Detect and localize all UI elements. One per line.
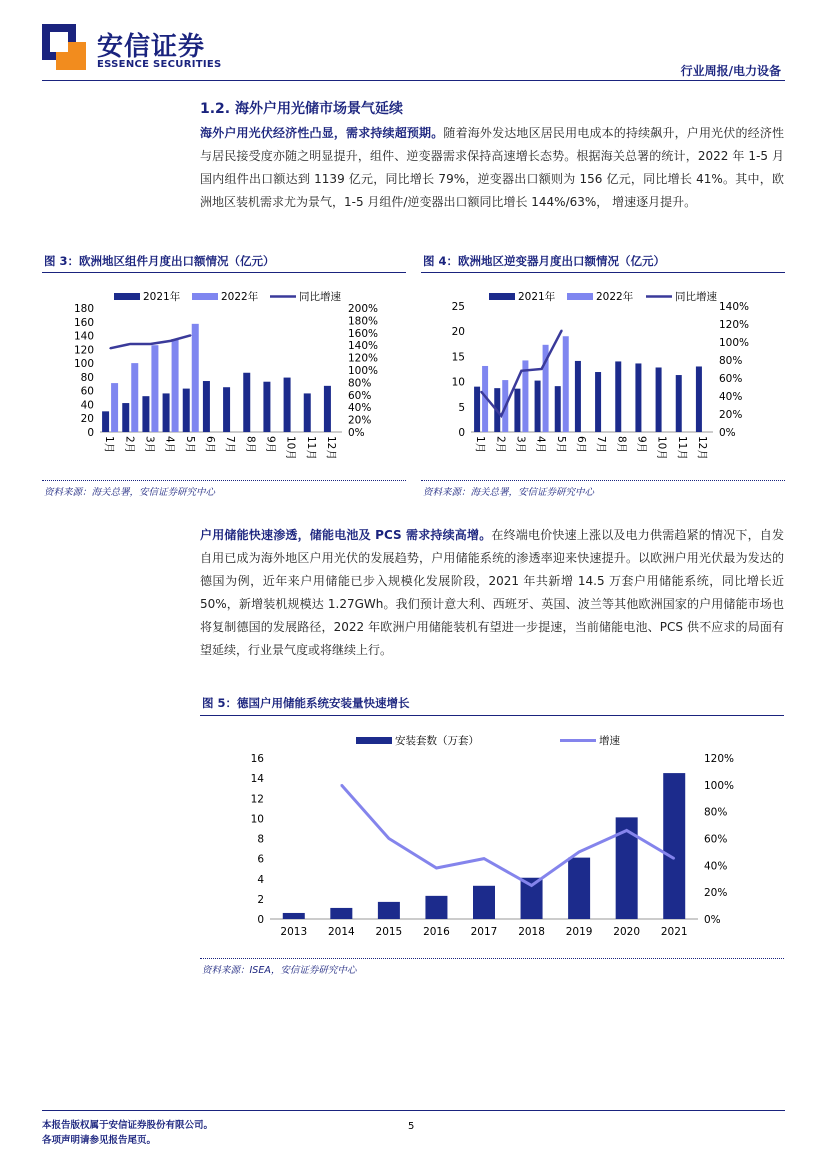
bar-series1 — [122, 403, 129, 432]
fig4-source: 资料来源：海关总署，安信证券研究中心 — [423, 487, 595, 498]
y-tick-label: 25 — [451, 301, 465, 313]
fig3-source: 资料来源：海关总署，安信证券研究中心 — [44, 487, 216, 498]
growth-point — [436, 867, 438, 869]
bar-series1 — [263, 382, 270, 432]
legend-label: 2022年 — [221, 291, 259, 303]
x-tick-label: 3月 — [143, 436, 156, 454]
bar-series1 — [324, 386, 331, 432]
growth-point — [150, 343, 152, 345]
x-tick-label: 4月 — [163, 436, 176, 454]
x-tick-label: 9月 — [635, 436, 648, 454]
growth-point — [521, 370, 523, 372]
bar-series1 — [696, 366, 702, 432]
x-tick-label: 3月 — [514, 436, 527, 454]
footer-copyright: 本报告版权属于安信证券股份有限公司。 — [42, 1120, 214, 1131]
bar-series1 — [514, 389, 520, 432]
bar-series1 — [203, 381, 210, 432]
y2-tick-label: 0% — [704, 914, 721, 926]
y-tick-label: 20 — [80, 413, 94, 426]
x-tick-label: 8月 — [244, 436, 257, 454]
y2-tick-label: 120% — [719, 319, 750, 331]
y2-tick-label: 20% — [348, 414, 372, 427]
y2-tick-label: 0% — [719, 427, 736, 439]
header-divider — [42, 80, 785, 81]
legend-label: 增速 — [599, 735, 620, 747]
bar-series1 — [223, 387, 230, 432]
y-tick-label: 80 — [80, 371, 94, 384]
y-tick-label: 16 — [250, 753, 264, 765]
legend-swatch — [489, 293, 515, 300]
growth-point — [483, 858, 485, 860]
fig4-chart — [421, 276, 785, 476]
x-tick-label: 2021 — [660, 926, 688, 938]
y-tick-label: 120 — [73, 344, 94, 357]
growth-point — [673, 858, 675, 860]
x-tick-label: 2018 — [518, 926, 545, 938]
x-tick-label: 11月 — [304, 436, 317, 460]
bar-series1 — [283, 913, 305, 919]
y-tick-label: 40 — [80, 399, 94, 412]
y-tick-label: 12 — [250, 793, 264, 806]
fig3-divider — [42, 272, 406, 273]
bar-series1 — [378, 902, 400, 919]
bar-series2 — [172, 339, 179, 432]
x-tick-label: 9月 — [264, 436, 277, 454]
y2-tick-label: 80% — [348, 377, 372, 390]
bar-series1 — [676, 375, 682, 432]
company-name-cn: 安信证券 — [97, 32, 206, 62]
bar-series1 — [656, 367, 662, 432]
y-tick-label: 0 — [458, 427, 465, 439]
fig3-bottom-divider — [42, 480, 406, 481]
y-tick-label: 8 — [257, 833, 264, 846]
x-tick-label: 4月 — [534, 436, 547, 454]
x-tick-label: 2015 — [375, 926, 403, 938]
legend-label: 同比增速 — [675, 291, 717, 303]
x-tick-label: 2020 — [613, 926, 641, 938]
y-tick-label: 15 — [451, 351, 465, 364]
growth-point — [531, 885, 533, 887]
x-tick-label: 2014 — [327, 926, 355, 938]
y2-tick-label: 20% — [719, 409, 743, 421]
y-tick-label: 100 — [73, 358, 94, 371]
fig5-divider — [200, 715, 784, 716]
growth-point — [190, 334, 192, 336]
bar-series1 — [473, 886, 495, 919]
growth-point — [541, 368, 543, 370]
paragraph-lead: 海外户用光伏经济性凸显，需求持续超预期。 — [200, 126, 444, 140]
y2-tick-label: 120% — [704, 753, 735, 765]
legend-label: 2021年 — [518, 291, 556, 303]
bar-series1 — [474, 387, 480, 432]
company-name-en: ESSENCE SECURITIES — [97, 59, 222, 70]
y-tick-label: 20 — [451, 326, 465, 339]
y-tick-label: 0 — [87, 427, 94, 439]
paragraph-storage — [200, 524, 784, 662]
paragraph-export — [200, 122, 784, 214]
bar-series1 — [142, 396, 149, 432]
bar-series2 — [131, 363, 138, 432]
x-tick-label: 2019 — [565, 926, 593, 938]
bar-series1 — [330, 908, 352, 919]
bar-series1 — [102, 411, 109, 432]
y2-tick-label: 140% — [348, 340, 379, 353]
growth-point — [578, 851, 580, 853]
fig5-source: 资料来源：ISEA，安信证券研究中心 — [202, 965, 357, 976]
bar-series1 — [663, 773, 685, 919]
growth-line — [481, 330, 562, 416]
bar-series1 — [284, 378, 291, 432]
footer-disclaimer: 各项声明请参见报告尾页。 — [42, 1135, 157, 1146]
paragraph-lead: 户用储能快速渗透，储能电池及 PCS 需求持续高增。 — [200, 528, 492, 542]
y2-tick-label: 40% — [704, 860, 728, 873]
y2-tick-label: 80% — [719, 355, 743, 367]
bar-series1 — [183, 389, 190, 432]
footer-divider — [42, 1110, 785, 1111]
x-tick-label: 6月 — [574, 436, 587, 454]
fig5-chart — [200, 720, 784, 956]
y2-tick-label: 160% — [348, 327, 379, 340]
growth-point — [129, 343, 131, 345]
y2-tick-label: 0% — [348, 427, 365, 439]
legend-label: 2022年 — [596, 291, 634, 303]
y2-tick-label: 100% — [348, 365, 379, 377]
bar-series1 — [304, 393, 311, 432]
fig5-bottom-divider — [200, 958, 784, 959]
y-tick-label: 2 — [257, 893, 264, 906]
y2-tick-label: 120% — [348, 352, 379, 365]
growth-point — [170, 340, 172, 342]
y-tick-label: 4 — [257, 873, 264, 886]
y2-tick-label: 20% — [704, 887, 728, 900]
logo-icon — [42, 24, 86, 70]
legend-swatch — [567, 293, 593, 300]
fig5-title: 图 5：德国户用储能系统安装量快速增长 — [202, 696, 410, 710]
growth-point — [109, 348, 111, 350]
x-tick-label: 5月 — [554, 436, 567, 454]
section-title: 1.2. 海外户用光储市场景气延续 — [200, 101, 403, 117]
growth-point — [480, 391, 482, 393]
x-tick-label: 12月 — [324, 436, 337, 460]
bar-series1 — [568, 858, 590, 919]
legend-label: 2021年 — [143, 291, 181, 303]
paragraph-body: 随着海外发达地区居民用电成本的持续飙升，户用光伏的经济性与居民接受度亦随之明显提升，组件、逆变器需求保持高速增长态势。根据海关总署的统计，2022 年 1-5 月国内组件出口额达到 1139 亿元，同比增长 79%，逆变器出口额则为 156 亿元，同比增长 41%。其中，欧洲地区装机需求尤为景气，1-5 月组件/逆变器出口额同比增长 144%/63%， 增速逐月提升。 — [200, 126, 784, 209]
legend-swatch — [356, 737, 392, 744]
bar-series1 — [635, 363, 641, 432]
growth-point — [388, 838, 390, 840]
bar-series2 — [151, 345, 158, 432]
growth-point — [341, 784, 343, 786]
bar-series2 — [111, 383, 118, 432]
x-tick-label: 2月 — [494, 436, 507, 454]
y2-tick-label: 200% — [348, 303, 379, 315]
x-tick-label: 7月 — [595, 436, 608, 454]
footer-notes — [42, 1118, 213, 1148]
bar-series1 — [163, 393, 170, 432]
y2-tick-label: 60% — [348, 389, 372, 402]
y2-tick-label: 40% — [348, 402, 372, 415]
x-tick-label: 2月 — [123, 436, 136, 454]
legend-swatch — [114, 293, 140, 300]
y2-tick-label: 100% — [719, 337, 750, 349]
legend-swatch — [192, 293, 218, 300]
growth-point — [561, 330, 563, 332]
x-tick-label: 5月 — [183, 436, 196, 454]
x-tick-label: 10月 — [655, 436, 668, 460]
y2-tick-label: 40% — [719, 391, 743, 403]
x-tick-label: 1月 — [474, 436, 487, 454]
bar-series1 — [615, 361, 621, 432]
fig4-title: 图 4：欧洲地区逆变器月度出口额情况（亿元） — [423, 254, 666, 268]
x-tick-label: 8月 — [615, 436, 628, 454]
y2-tick-label: 60% — [719, 373, 743, 385]
x-tick-label: 11月 — [675, 436, 688, 460]
x-tick-label: 1月 — [103, 436, 116, 454]
y2-tick-label: 140% — [719, 301, 750, 313]
legend-label: 安装套数（万套） — [395, 735, 479, 747]
x-tick-label: 10月 — [284, 436, 297, 460]
bar-series2 — [563, 336, 569, 432]
y-tick-label: 10 — [250, 813, 264, 826]
y-tick-label: 180 — [73, 303, 94, 315]
y-tick-label: 10 — [451, 376, 465, 389]
bar-series1 — [575, 361, 581, 432]
legend-label: 同比增速 — [299, 291, 341, 303]
growth-line — [110, 335, 191, 348]
x-tick-label: 2017 — [470, 926, 498, 938]
fig3-title: 图 3：欧洲地区组件月度出口额情况（亿元） — [44, 254, 275, 268]
bar-series1 — [425, 896, 447, 919]
paragraph-body: 在终端电价快速上涨以及电力供需趋紧的情况下，自发自用已成为海外地区户用光伏的发展趋势，户用储能系统的渗透率迎来快速提升。以欧洲户用光伏最为发达的德国为例，近年来户用储能已步入规模化发展阶段，2021 年共新增 14.5 万套户用储能系统，同比增长近 50%，新增装机规模达 1.27GWh。我们预计意大利、西班牙、英国、波兰等其他欧洲国家的户用储能市场也将复制德国的发展路径，2022 年欧洲户用储能装机有望进一步提速，当前储能电池、PCS 供不应求的局面有望延续，行业景气度或将继续上行。 — [200, 528, 784, 657]
fig4-divider — [421, 272, 785, 273]
y-tick-label: 160 — [73, 316, 94, 329]
y-tick-label: 0 — [257, 914, 264, 926]
bar-series1 — [535, 381, 541, 432]
growth-point — [500, 415, 502, 417]
fig3-chart — [42, 276, 406, 476]
y-tick-label: 60 — [80, 385, 94, 398]
y2-tick-label: 180% — [348, 315, 379, 328]
x-tick-label: 2016 — [423, 926, 450, 938]
x-tick-label: 2013 — [280, 926, 308, 938]
report-category: 行业周报/电力设备 — [680, 64, 781, 78]
page-number: 5 — [408, 1121, 415, 1132]
y-tick-label: 6 — [257, 853, 264, 866]
bar-series1 — [243, 373, 250, 432]
y-tick-label: 5 — [458, 401, 465, 414]
bar-series2 — [192, 324, 199, 432]
fig4-bottom-divider — [421, 480, 785, 481]
x-tick-label: 6月 — [203, 436, 216, 454]
x-tick-label: 7月 — [224, 436, 237, 454]
y2-tick-label: 80% — [704, 806, 728, 819]
growth-point — [626, 830, 628, 832]
bar-series1 — [595, 372, 601, 432]
bar-series1 — [555, 386, 561, 432]
y2-tick-label: 100% — [704, 779, 735, 792]
x-tick-label: 12月 — [695, 436, 708, 460]
y-tick-label: 14 — [250, 773, 264, 786]
y2-tick-label: 60% — [704, 833, 728, 846]
y-tick-label: 140 — [73, 330, 94, 343]
